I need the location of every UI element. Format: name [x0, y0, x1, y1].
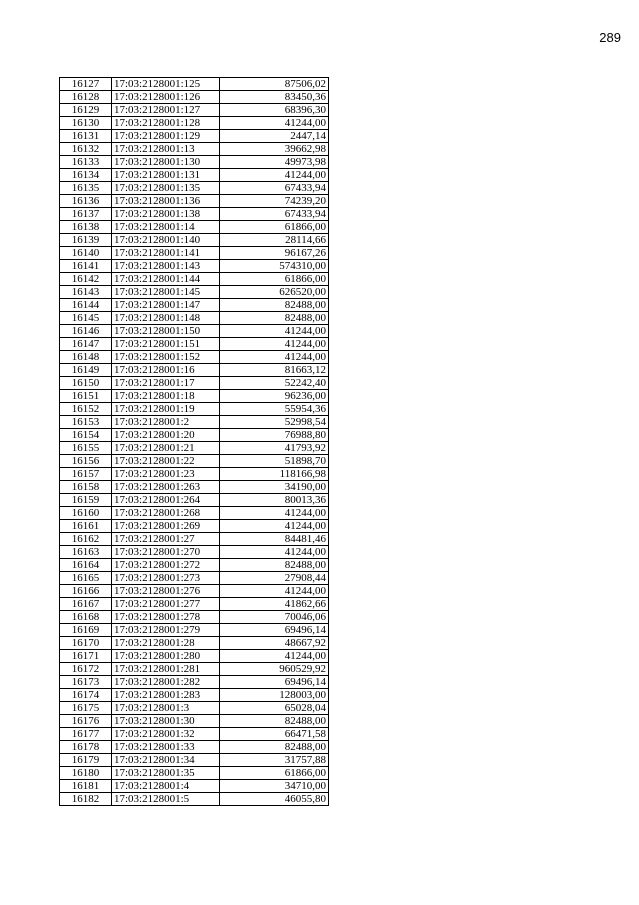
- table-row: [60, 208, 329, 221]
- row-number-cell: 16168: [60, 611, 112, 624]
- cadastral-number-cell: 17:03:2128001:27: [112, 533, 220, 546]
- value-cell: 70046,06: [220, 611, 329, 624]
- table-row: [60, 260, 329, 273]
- value-cell: 41244,00: [220, 507, 329, 520]
- value-cell: 41244,00: [220, 117, 329, 130]
- row-number-cell: 16166: [60, 585, 112, 598]
- table-row: [60, 468, 329, 481]
- value-cell: 87506,02: [220, 78, 329, 91]
- cadastral-number-cell: 17:03:2128001:152: [112, 351, 220, 364]
- row-number-cell: 16164: [60, 559, 112, 572]
- table-row: [60, 429, 329, 442]
- cadastral-number-cell: 17:03:2128001:144: [112, 273, 220, 286]
- table-row: [60, 390, 329, 403]
- table-row: [60, 650, 329, 663]
- page-number: 289: [599, 30, 621, 45]
- row-number-cell: 16156: [60, 455, 112, 468]
- value-cell: 41793,92: [220, 442, 329, 455]
- value-cell: 82488,00: [220, 715, 329, 728]
- row-number-cell: 16131: [60, 130, 112, 143]
- table-row: [60, 130, 329, 143]
- cadastral-number-cell: 17:03:2128001:145: [112, 286, 220, 299]
- value-cell: 28114,66: [220, 234, 329, 247]
- cadastral-number-cell: 17:03:2128001:283: [112, 689, 220, 702]
- row-number-cell: 16148: [60, 351, 112, 364]
- table-row: [60, 624, 329, 637]
- row-number-cell: 16176: [60, 715, 112, 728]
- value-cell: 61866,00: [220, 767, 329, 780]
- value-cell: 41244,00: [220, 169, 329, 182]
- cadastral-number-cell: 17:03:2128001:17: [112, 377, 220, 390]
- table-row: [60, 559, 329, 572]
- row-number-cell: 16162: [60, 533, 112, 546]
- row-number-cell: 16180: [60, 767, 112, 780]
- row-number-cell: 16130: [60, 117, 112, 130]
- value-cell: 46055,80: [220, 793, 329, 806]
- row-number-cell: 16145: [60, 312, 112, 325]
- row-number-cell: 16163: [60, 546, 112, 559]
- value-cell: 34710,00: [220, 780, 329, 793]
- value-cell: 41244,00: [220, 520, 329, 533]
- value-cell: 67433,94: [220, 208, 329, 221]
- value-cell: 66471,58: [220, 728, 329, 741]
- value-cell: 67433,94: [220, 182, 329, 195]
- table-row: [60, 520, 329, 533]
- value-cell: 574310,00: [220, 260, 329, 273]
- cadastral-number-cell: 17:03:2128001:13: [112, 143, 220, 156]
- value-cell: 41244,00: [220, 585, 329, 598]
- cadastral-number-cell: 17:03:2128001:3: [112, 702, 220, 715]
- table-row: [60, 416, 329, 429]
- cadastral-number-cell: 17:03:2128001:281: [112, 663, 220, 676]
- row-number-cell: 16161: [60, 520, 112, 533]
- table-row: [60, 299, 329, 312]
- value-cell: 626520,00: [220, 286, 329, 299]
- table-row: [60, 715, 329, 728]
- cadastral-number-cell: 17:03:2128001:19: [112, 403, 220, 416]
- table-row: [60, 741, 329, 754]
- table-row: [60, 481, 329, 494]
- table-row: [60, 195, 329, 208]
- cadastral-number-cell: 17:03:2128001:28: [112, 637, 220, 650]
- table-row: [60, 234, 329, 247]
- row-number-cell: 16138: [60, 221, 112, 234]
- cadastral-number-cell: 17:03:2128001:272: [112, 559, 220, 572]
- table-row: [60, 104, 329, 117]
- cadastral-number-cell: 17:03:2128001:125: [112, 78, 220, 91]
- row-number-cell: 16174: [60, 689, 112, 702]
- value-cell: 69496,14: [220, 676, 329, 689]
- cadastral-number-cell: 17:03:2128001:18: [112, 390, 220, 403]
- table-row: [60, 221, 329, 234]
- row-number-cell: 16178: [60, 741, 112, 754]
- row-number-cell: 16151: [60, 390, 112, 403]
- row-number-cell: 16135: [60, 182, 112, 195]
- table-row: [60, 702, 329, 715]
- table-row: [60, 325, 329, 338]
- cadastral-number-cell: 17:03:2128001:21: [112, 442, 220, 455]
- cadastral-number-cell: 17:03:2128001:264: [112, 494, 220, 507]
- cadastral-number-cell: 17:03:2128001:263: [112, 481, 220, 494]
- table-row: [60, 676, 329, 689]
- cadastral-number-cell: 17:03:2128001:23: [112, 468, 220, 481]
- table-row: [60, 273, 329, 286]
- row-number-cell: 16133: [60, 156, 112, 169]
- row-number-cell: 16167: [60, 598, 112, 611]
- cadastral-number-cell: 17:03:2128001:280: [112, 650, 220, 663]
- row-number-cell: 16172: [60, 663, 112, 676]
- value-cell: 80013,36: [220, 494, 329, 507]
- table-row: [60, 780, 329, 793]
- value-cell: 96236,00: [220, 390, 329, 403]
- value-cell: 76988,80: [220, 429, 329, 442]
- row-number-cell: 16139: [60, 234, 112, 247]
- table-row: [60, 754, 329, 767]
- cadastral-number-cell: 17:03:2128001:35: [112, 767, 220, 780]
- cadastral-number-cell: 17:03:2128001:140: [112, 234, 220, 247]
- value-cell: 65028,04: [220, 702, 329, 715]
- row-number-cell: 16165: [60, 572, 112, 585]
- table-row: [60, 728, 329, 741]
- table-row: [60, 156, 329, 169]
- table-body: [60, 78, 329, 806]
- cadastral-number-cell: 17:03:2128001:273: [112, 572, 220, 585]
- value-cell: 68396,30: [220, 104, 329, 117]
- value-cell: 52242,40: [220, 377, 329, 390]
- cadastral-number-cell: 17:03:2128001:34: [112, 754, 220, 767]
- value-cell: 118166,98: [220, 468, 329, 481]
- value-cell: 34190,00: [220, 481, 329, 494]
- value-cell: 52998,54: [220, 416, 329, 429]
- value-cell: 41244,00: [220, 351, 329, 364]
- value-cell: 2447,14: [220, 130, 329, 143]
- row-number-cell: 16171: [60, 650, 112, 663]
- value-cell: 41244,00: [220, 650, 329, 663]
- row-number-cell: 16159: [60, 494, 112, 507]
- value-cell: 84481,46: [220, 533, 329, 546]
- table-row: [60, 78, 329, 91]
- row-number-cell: 16173: [60, 676, 112, 689]
- cadastral-number-cell: 17:03:2128001:282: [112, 676, 220, 689]
- cadastral-number-cell: 17:03:2128001:5: [112, 793, 220, 806]
- table-row: [60, 767, 329, 780]
- cadastral-value-table: [59, 77, 329, 806]
- value-cell: 83450,36: [220, 91, 329, 104]
- value-cell: 128003,00: [220, 689, 329, 702]
- cadastral-number-cell: 17:03:2128001:277: [112, 598, 220, 611]
- value-cell: 61866,00: [220, 221, 329, 234]
- value-cell: 81663,12: [220, 364, 329, 377]
- value-cell: 49973,98: [220, 156, 329, 169]
- row-number-cell: 16128: [60, 91, 112, 104]
- table-row: [60, 663, 329, 676]
- table-row: [60, 312, 329, 325]
- row-number-cell: 16141: [60, 260, 112, 273]
- table-row: [60, 351, 329, 364]
- row-number-cell: 16181: [60, 780, 112, 793]
- table-row: [60, 507, 329, 520]
- cadastral-number-cell: 17:03:2128001:151: [112, 338, 220, 351]
- value-cell: 27908,44: [220, 572, 329, 585]
- row-number-cell: 16154: [60, 429, 112, 442]
- cadastral-number-cell: 17:03:2128001:278: [112, 611, 220, 624]
- row-number-cell: 16142: [60, 273, 112, 286]
- row-number-cell: 16175: [60, 702, 112, 715]
- table-row: [60, 338, 329, 351]
- table-row: [60, 91, 329, 104]
- row-number-cell: 16170: [60, 637, 112, 650]
- value-cell: 69496,14: [220, 624, 329, 637]
- cadastral-number-cell: 17:03:2128001:20: [112, 429, 220, 442]
- value-cell: 82488,00: [220, 741, 329, 754]
- row-number-cell: 16127: [60, 78, 112, 91]
- row-number-cell: 16129: [60, 104, 112, 117]
- table-row: [60, 572, 329, 585]
- row-number-cell: 16143: [60, 286, 112, 299]
- table-row: [60, 598, 329, 611]
- row-number-cell: 16177: [60, 728, 112, 741]
- value-cell: 31757,88: [220, 754, 329, 767]
- table-row: [60, 182, 329, 195]
- table-row: [60, 117, 329, 130]
- value-cell: 41862,66: [220, 598, 329, 611]
- table-row: [60, 143, 329, 156]
- value-cell: 960529,92: [220, 663, 329, 676]
- cadastral-number-cell: 17:03:2128001:269: [112, 520, 220, 533]
- value-cell: 41244,00: [220, 325, 329, 338]
- table-row: [60, 585, 329, 598]
- row-number-cell: 16179: [60, 754, 112, 767]
- value-cell: 74239,20: [220, 195, 329, 208]
- cadastral-number-cell: 17:03:2128001:127: [112, 104, 220, 117]
- cadastral-number-cell: 17:03:2128001:138: [112, 208, 220, 221]
- row-number-cell: 16132: [60, 143, 112, 156]
- cadastral-number-cell: 17:03:2128001:136: [112, 195, 220, 208]
- row-number-cell: 16169: [60, 624, 112, 637]
- table-row: [60, 364, 329, 377]
- table-row: [60, 611, 329, 624]
- table-row: [60, 689, 329, 702]
- row-number-cell: 16182: [60, 793, 112, 806]
- table-row: [60, 546, 329, 559]
- table-row: [60, 533, 329, 546]
- cadastral-number-cell: 17:03:2128001:141: [112, 247, 220, 260]
- row-number-cell: 16157: [60, 468, 112, 481]
- cadastral-number-cell: 17:03:2128001:4: [112, 780, 220, 793]
- table-row: [60, 286, 329, 299]
- value-cell: 82488,00: [220, 559, 329, 572]
- table-row: [60, 247, 329, 260]
- value-cell: 41244,00: [220, 546, 329, 559]
- value-cell: 48667,92: [220, 637, 329, 650]
- row-number-cell: 16136: [60, 195, 112, 208]
- cadastral-number-cell: 17:03:2128001:2: [112, 416, 220, 429]
- row-number-cell: 16146: [60, 325, 112, 338]
- table-row: [60, 377, 329, 390]
- row-number-cell: 16149: [60, 364, 112, 377]
- cadastral-number-cell: 17:03:2128001:30: [112, 715, 220, 728]
- value-cell: 55954,36: [220, 403, 329, 416]
- row-number-cell: 16147: [60, 338, 112, 351]
- cadastral-number-cell: 17:03:2128001:16: [112, 364, 220, 377]
- cadastral-number-cell: 17:03:2128001:22: [112, 455, 220, 468]
- value-cell: 82488,00: [220, 299, 329, 312]
- table-row: [60, 494, 329, 507]
- row-number-cell: 16158: [60, 481, 112, 494]
- cadastral-number-cell: 17:03:2128001:270: [112, 546, 220, 559]
- table-row: [60, 455, 329, 468]
- cadastral-number-cell: 17:03:2128001:148: [112, 312, 220, 325]
- table-row: [60, 637, 329, 650]
- cadastral-number-cell: 17:03:2128001:147: [112, 299, 220, 312]
- value-cell: 41244,00: [220, 338, 329, 351]
- cadastral-number-cell: 17:03:2128001:129: [112, 130, 220, 143]
- table-row: [60, 169, 329, 182]
- table-row: [60, 793, 329, 806]
- cadastral-number-cell: 17:03:2128001:131: [112, 169, 220, 182]
- row-number-cell: 16137: [60, 208, 112, 221]
- table-row: [60, 442, 329, 455]
- value-cell: 61866,00: [220, 273, 329, 286]
- row-number-cell: 16140: [60, 247, 112, 260]
- value-cell: 96167,26: [220, 247, 329, 260]
- row-number-cell: 16160: [60, 507, 112, 520]
- cadastral-number-cell: 17:03:2128001:126: [112, 91, 220, 104]
- value-cell: 82488,00: [220, 312, 329, 325]
- row-number-cell: 16155: [60, 442, 112, 455]
- row-number-cell: 16134: [60, 169, 112, 182]
- cadastral-number-cell: 17:03:2128001:135: [112, 182, 220, 195]
- cadastral-number-cell: 17:03:2128001:130: [112, 156, 220, 169]
- cadastral-number-cell: 17:03:2128001:33: [112, 741, 220, 754]
- cadastral-number-cell: 17:03:2128001:143: [112, 260, 220, 273]
- cadastral-number-cell: 17:03:2128001:32: [112, 728, 220, 741]
- value-cell: 51898,70: [220, 455, 329, 468]
- row-number-cell: 16153: [60, 416, 112, 429]
- table-row: [60, 403, 329, 416]
- row-number-cell: 16150: [60, 377, 112, 390]
- cadastral-number-cell: 17:03:2128001:128: [112, 117, 220, 130]
- cadastral-number-cell: 17:03:2128001:279: [112, 624, 220, 637]
- value-cell: 39662,98: [220, 143, 329, 156]
- row-number-cell: 16152: [60, 403, 112, 416]
- cadastral-number-cell: 17:03:2128001:268: [112, 507, 220, 520]
- cadastral-number-cell: 17:03:2128001:276: [112, 585, 220, 598]
- cadastral-number-cell: 17:03:2128001:150: [112, 325, 220, 338]
- cadastral-number-cell: 17:03:2128001:14: [112, 221, 220, 234]
- row-number-cell: 16144: [60, 299, 112, 312]
